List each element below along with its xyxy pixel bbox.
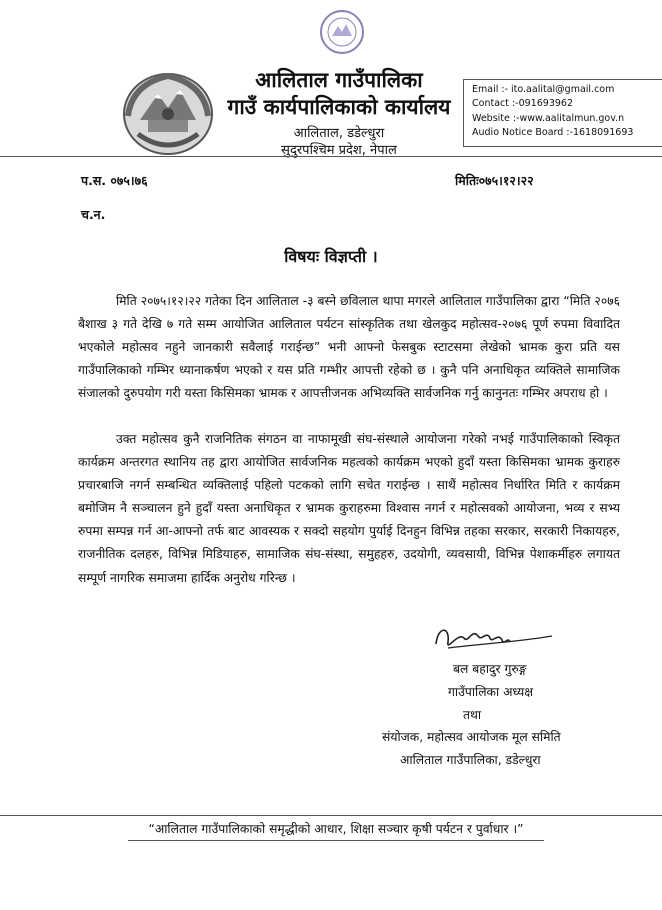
signatory-organization: आलिताल गाउँपालिका, डडेल्धुरा xyxy=(400,753,541,767)
signatory-and: तथा xyxy=(463,708,482,722)
signature-mark xyxy=(428,618,558,658)
header-divider xyxy=(0,156,662,157)
nepal-emblem-icon xyxy=(118,64,218,160)
office-address: आलिताल, डडेल्धुरा xyxy=(293,126,385,141)
office-seal-icon xyxy=(318,8,366,56)
office-province: सुदुरपश्चिम प्रदेश, नेपाल xyxy=(281,143,397,158)
signatory-name: बल बहादुर गुरुङ्ग xyxy=(453,662,527,676)
body-paragraph-1: मिति २०७५।१२।२२ गतेका दिन आलिताल -३ बस्ने छविलाल थापा मगरले आलिताल गाउँपालिका द्वारा “मिति २०७६ बैशाख ३ गते देखि ७ गते सम्म आयोजित आलिताल पर्यटन सांस्कृतिक तथा खेलकुद महोत्सव-२०७६ पूर्ण रुपमा विवादित भएकोले महोत्सव नहुने जानकारी सवैलाई गराईन्छ” भनी आफ्नो फेसबुक स्टाटसमा लेखेको भ्रामक कुरा प्रति यस गाउँपालिकाको गम्भिर ध्यानाकर्षण भएको र यस प्रति गम्भीर आपत्ती रहेको छ । कुनै पनि अनाधिकृत व्यक्तिले सामाजिक संजालको दुरुपयोग गरी यस्ता किसिमका भ्रामक र आपत्तीजनक अभिव्यक्ति सार्वजनिक गर्नु कानुनतः गम्भिर अपराध हो । xyxy=(78,294,620,401)
footer-divider xyxy=(0,815,662,816)
subject-heading: विषयः विज्ञप्ती । xyxy=(284,247,378,266)
contact-email: Email :- ito.aalital@gmail.com xyxy=(472,84,615,95)
contact-box xyxy=(463,79,662,147)
signatory-title: गाउँपालिका अध्यक्ष xyxy=(448,685,534,699)
reference-number: प.स. ०७५।७६ xyxy=(81,173,148,188)
dispatch-number: च.न. xyxy=(81,207,106,222)
contact-phone: Contact :-091693962 xyxy=(472,98,574,110)
contact-website: Website :-www.aalitalmun.gov.n xyxy=(472,112,625,124)
office-subtitle: गाउँ कार्यपालिकाको कार्यालय xyxy=(227,95,451,119)
letter-date: मितिः०७५।१२।२२ xyxy=(455,173,534,188)
body-paragraph-2: उक्त महोत्सव कुनै राजनितिक संगठन वा नाफामूखी संघ-संस्थाले आयोजना गरेको नभई गाउँपालिकाको स्विकृत कार्यक्रम अन्तरगत स्थानिय तह द्वारा आयोजित सार्वजनिक महत्वको कार्यक्रम भएको हुदाँ यस्ता किसिमका भ्रामक कुराहरु प्रचारबाजि नगर्न सम्बन्धित व्यक्तिलाई पहिलो पटकको लागि सचेत गराईन्छ । साथैं महोत्सव निर्धारित मिति र कार्यक्रम बमोजिम नै सञ्चालन हुने हुदाँ यस्ता अनाधिकृत र भ्रामक कुराहरुमा विश्वास नगर्न र महोत्सवको आयोजना, भव्य र सभ्य रुपमा सम्पन्न गर्न आ-आफ्नो तर्फ बाट आवस्यक र सक्दो सहयोग पुर्याई दिनहुन विभिन्न तहका सरकार, सरकारी निकायहरु, राजनीतिक दलहरु, विभिन्न मिडियाहरु, सामाजिक संघ-संस्था, समुहहरु, उदयोगी, व्यवसायी, विभिन्न पेशाकर्मीहरु लगायत सम्पूर्ण नागरिक समाजमा हार्दिक अनुरोध गरिन्छ । xyxy=(78,432,620,585)
contact-audio-notice: Audio Notice Board :-1618091693 xyxy=(472,127,634,139)
office-name: आलिताल गाउँपालिका xyxy=(255,68,423,92)
signatory-role: संयोजक, महोत्सव आयोजक मूल समिति xyxy=(382,730,561,744)
footer-slogan: “आलिताल गाउँपालिकाको समृद्धीको आधार, शिक्षा सञ्चार कृषी पर्यटन र पुर्वाधार ।” xyxy=(128,820,544,841)
